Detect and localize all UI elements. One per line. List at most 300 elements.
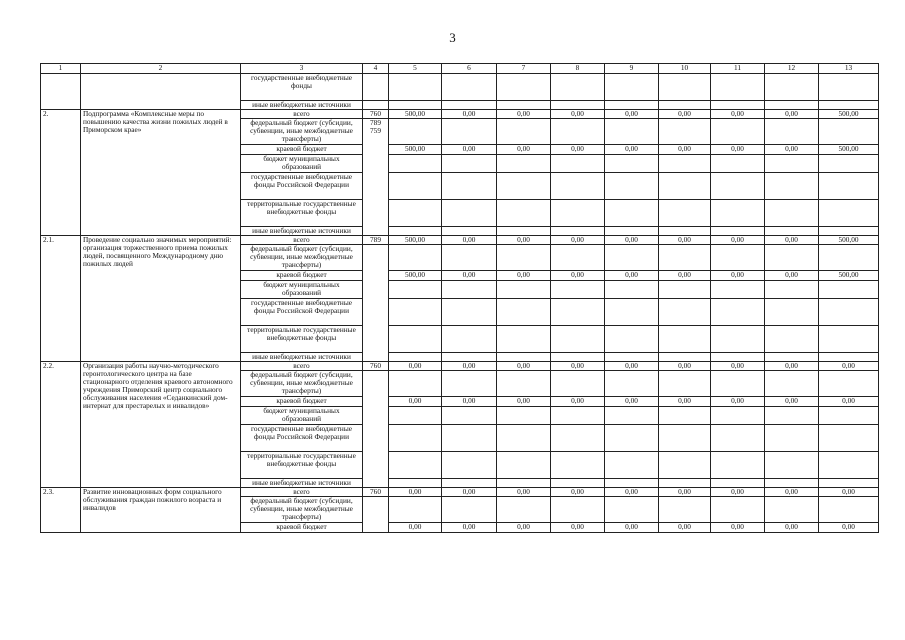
funding-source: федеральный бюджет (субсидии, субвенции, иные межбюджетные трансферты) bbox=[241, 245, 363, 271]
value-cell bbox=[442, 200, 497, 227]
value-cell bbox=[605, 425, 659, 452]
value-cell bbox=[819, 452, 879, 479]
value-cell: 0,00 bbox=[497, 236, 551, 245]
row-name: Проведение социально значимых мероприятий: организация торжественного приема пожилых людей, посвященного Международному дню пожилых людей bbox=[81, 236, 241, 362]
column-header: 3 bbox=[241, 64, 363, 74]
value-cell bbox=[819, 497, 879, 523]
value-cell bbox=[765, 452, 819, 479]
value-cell bbox=[497, 119, 551, 145]
value-cell bbox=[551, 119, 605, 145]
row-name: Развитие инновационных форм социального обслуживания граждан пожилого возраста и инвалидов bbox=[81, 488, 241, 533]
funding-source: государственные внебюджетные фонды Российской Федерации bbox=[241, 425, 363, 452]
column-header: 11 bbox=[711, 64, 765, 74]
value-cell bbox=[497, 479, 551, 488]
value-cell: 0,00 bbox=[711, 271, 765, 281]
value-cell bbox=[497, 326, 551, 353]
funding-source: всего bbox=[241, 362, 363, 371]
row-number: 2.3. bbox=[41, 488, 81, 533]
value-cell: 0,00 bbox=[551, 271, 605, 281]
funding-source: территориальные государственные внебюджетные фонды bbox=[241, 200, 363, 227]
value-cell bbox=[442, 101, 497, 110]
value-cell bbox=[497, 101, 551, 110]
value-cell bbox=[659, 227, 711, 236]
value-cell bbox=[389, 173, 442, 200]
value-cell: 0,00 bbox=[442, 488, 497, 497]
value-cell bbox=[605, 479, 659, 488]
funding-source: территориальные государственные внебюджетные фонды bbox=[241, 452, 363, 479]
value-cell bbox=[497, 227, 551, 236]
value-cell: 0,00 bbox=[389, 362, 442, 371]
value-cell bbox=[659, 299, 711, 326]
value-cell: 0,00 bbox=[497, 397, 551, 407]
value-cell: 0,00 bbox=[497, 362, 551, 371]
value-cell: 0,00 bbox=[711, 523, 765, 533]
value-cell: 0,00 bbox=[389, 488, 442, 497]
value-cell: 0,00 bbox=[442, 523, 497, 533]
funding-source: федеральный бюджет (субсидии, субвенции, иные межбюджетные трансферты) bbox=[241, 371, 363, 397]
value-cell bbox=[765, 245, 819, 271]
value-cell bbox=[765, 227, 819, 236]
value-cell: 500,00 bbox=[819, 236, 879, 245]
funding-source: всего bbox=[241, 236, 363, 245]
column-header: 1 bbox=[41, 64, 81, 74]
value-cell bbox=[605, 371, 659, 397]
value-cell bbox=[711, 326, 765, 353]
value-cell: 0,00 bbox=[551, 110, 605, 119]
value-cell: 0,00 bbox=[442, 145, 497, 155]
value-cell bbox=[442, 479, 497, 488]
column-header: 7 bbox=[497, 64, 551, 74]
column-header: 9 bbox=[605, 64, 659, 74]
value-cell: 0,00 bbox=[551, 397, 605, 407]
funding-source: иные внебюджетные источники bbox=[241, 101, 363, 110]
value-cell: 0,00 bbox=[819, 362, 879, 371]
value-cell bbox=[551, 371, 605, 397]
value-cell: 0,00 bbox=[551, 523, 605, 533]
value-cell: 0,00 bbox=[659, 271, 711, 281]
value-cell: 0,00 bbox=[551, 145, 605, 155]
value-cell bbox=[551, 173, 605, 200]
value-cell bbox=[442, 353, 497, 362]
value-cell bbox=[765, 173, 819, 200]
row-name: Организация работы научно-методического геронтологического центра на базе стационарного отделения краевого автономного учреждения Приморский центр социального обслуживания населения «Седанкинский дом-интернат для престарелых и инвалидов» bbox=[81, 362, 241, 488]
budget-code bbox=[363, 245, 389, 362]
funding-source: иные внебюджетные источники bbox=[241, 479, 363, 488]
value-cell: 0,00 bbox=[389, 397, 442, 407]
value-cell bbox=[659, 173, 711, 200]
value-cell: 500,00 bbox=[819, 145, 879, 155]
value-cell: 0,00 bbox=[765, 488, 819, 497]
funding-source: государственные внебюджетные фонды Российской Федерации bbox=[241, 173, 363, 200]
value-cell bbox=[711, 74, 765, 101]
value-cell bbox=[605, 101, 659, 110]
value-cell bbox=[765, 326, 819, 353]
value-cell bbox=[659, 326, 711, 353]
value-cell: 0,00 bbox=[765, 236, 819, 245]
value-cell bbox=[389, 200, 442, 227]
value-cell: 0,00 bbox=[765, 362, 819, 371]
value-cell: 0,00 bbox=[551, 488, 605, 497]
value-cell: 0,00 bbox=[711, 145, 765, 155]
row-number: 2.1. bbox=[41, 236, 81, 362]
value-cell: 0,00 bbox=[605, 110, 659, 119]
code-cell bbox=[363, 74, 389, 101]
value-cell bbox=[605, 155, 659, 173]
value-cell: 0,00 bbox=[442, 271, 497, 281]
value-cell bbox=[765, 155, 819, 173]
value-cell bbox=[819, 101, 879, 110]
value-cell bbox=[819, 299, 879, 326]
value-cell bbox=[765, 407, 819, 425]
value-cell bbox=[605, 200, 659, 227]
funding-source: государственные внебюджетные фонды bbox=[241, 74, 363, 101]
funding-source: всего bbox=[241, 110, 363, 119]
code-cell bbox=[363, 101, 389, 110]
value-cell bbox=[497, 173, 551, 200]
value-cell bbox=[497, 452, 551, 479]
value-cell bbox=[765, 497, 819, 523]
value-cell bbox=[765, 371, 819, 397]
budget-table bbox=[40, 63, 879, 533]
value-cell bbox=[711, 173, 765, 200]
value-cell bbox=[765, 200, 819, 227]
funding-source: краевой бюджет bbox=[241, 523, 363, 533]
value-cell: 0,00 bbox=[605, 236, 659, 245]
budget-code bbox=[363, 371, 389, 488]
value-cell bbox=[605, 74, 659, 101]
value-cell: 0,00 bbox=[442, 110, 497, 119]
value-cell bbox=[605, 173, 659, 200]
value-cell: 0,00 bbox=[497, 488, 551, 497]
value-cell bbox=[389, 479, 442, 488]
value-cell bbox=[765, 281, 819, 299]
value-cell: 0,00 bbox=[659, 110, 711, 119]
value-cell bbox=[605, 452, 659, 479]
value-cell bbox=[659, 452, 711, 479]
value-cell bbox=[551, 155, 605, 173]
funding-source: краевой бюджет bbox=[241, 145, 363, 155]
value-cell bbox=[497, 425, 551, 452]
value-cell bbox=[711, 227, 765, 236]
row-name-cell bbox=[81, 74, 241, 110]
funding-source: бюджет муниципальных образований bbox=[241, 155, 363, 173]
value-cell: 0,00 bbox=[497, 271, 551, 281]
value-cell bbox=[389, 245, 442, 271]
funding-source: краевой бюджет bbox=[241, 271, 363, 281]
value-cell bbox=[389, 227, 442, 236]
value-cell bbox=[711, 101, 765, 110]
value-cell: 500,00 bbox=[819, 110, 879, 119]
value-cell: 0,00 bbox=[551, 236, 605, 245]
value-cell bbox=[659, 101, 711, 110]
value-cell bbox=[442, 452, 497, 479]
value-cell bbox=[389, 155, 442, 173]
value-cell bbox=[442, 74, 497, 101]
value-cell bbox=[497, 200, 551, 227]
value-cell bbox=[389, 407, 442, 425]
value-cell: 0,00 bbox=[765, 397, 819, 407]
value-cell bbox=[819, 74, 879, 101]
value-cell bbox=[389, 353, 442, 362]
value-cell: 0,00 bbox=[711, 362, 765, 371]
funding-source: всего bbox=[241, 488, 363, 497]
table-row bbox=[41, 362, 879, 371]
value-cell: 0,00 bbox=[659, 523, 711, 533]
value-cell bbox=[442, 281, 497, 299]
value-cell bbox=[605, 281, 659, 299]
value-cell bbox=[819, 371, 879, 397]
value-cell bbox=[819, 173, 879, 200]
value-cell: 500,00 bbox=[389, 110, 442, 119]
value-cell bbox=[551, 452, 605, 479]
table-row bbox=[41, 110, 879, 119]
value-cell bbox=[389, 281, 442, 299]
value-cell bbox=[711, 155, 765, 173]
table-row bbox=[41, 74, 879, 101]
value-cell: 0,00 bbox=[765, 271, 819, 281]
value-cell bbox=[711, 425, 765, 452]
value-cell bbox=[605, 227, 659, 236]
value-cell bbox=[819, 353, 879, 362]
budget-code: 789 bbox=[363, 236, 389, 245]
budget-code bbox=[363, 497, 389, 533]
column-header: 13 bbox=[819, 64, 879, 74]
value-cell bbox=[551, 326, 605, 353]
value-cell: 500,00 bbox=[389, 271, 442, 281]
value-cell bbox=[605, 407, 659, 425]
value-cell bbox=[659, 119, 711, 145]
row-number: 2. bbox=[41, 110, 81, 236]
value-cell bbox=[711, 497, 765, 523]
value-cell: 0,00 bbox=[765, 110, 819, 119]
value-cell bbox=[551, 425, 605, 452]
value-cell: 0,00 bbox=[497, 523, 551, 533]
value-cell bbox=[659, 155, 711, 173]
value-cell bbox=[765, 299, 819, 326]
value-cell bbox=[442, 425, 497, 452]
budget-code: 760 bbox=[363, 110, 389, 119]
value-cell: 0,00 bbox=[819, 397, 879, 407]
value-cell bbox=[711, 353, 765, 362]
value-cell bbox=[819, 200, 879, 227]
value-cell bbox=[497, 155, 551, 173]
value-cell: 0,00 bbox=[605, 523, 659, 533]
table-row bbox=[41, 488, 879, 497]
row-number-cell bbox=[41, 74, 81, 110]
value-cell bbox=[442, 299, 497, 326]
value-cell bbox=[497, 281, 551, 299]
funding-source: территориальные государственные внебюджетные фонды bbox=[241, 326, 363, 353]
value-cell bbox=[605, 299, 659, 326]
value-cell bbox=[659, 425, 711, 452]
value-cell bbox=[497, 74, 551, 101]
value-cell bbox=[659, 245, 711, 271]
value-cell bbox=[711, 200, 765, 227]
value-cell bbox=[389, 326, 442, 353]
value-cell: 500,00 bbox=[389, 236, 442, 245]
value-cell bbox=[659, 281, 711, 299]
value-cell bbox=[551, 245, 605, 271]
value-cell bbox=[442, 173, 497, 200]
value-cell: 0,00 bbox=[659, 145, 711, 155]
column-header: 5 bbox=[389, 64, 442, 74]
value-cell bbox=[442, 371, 497, 397]
value-cell bbox=[551, 497, 605, 523]
value-cell bbox=[659, 497, 711, 523]
value-cell bbox=[497, 497, 551, 523]
value-cell bbox=[551, 101, 605, 110]
column-header: 6 bbox=[442, 64, 497, 74]
value-cell: 0,00 bbox=[497, 110, 551, 119]
value-cell bbox=[659, 479, 711, 488]
value-cell: 0,00 bbox=[819, 523, 879, 533]
table-row bbox=[41, 236, 879, 245]
funding-source: краевой бюджет bbox=[241, 397, 363, 407]
value-cell bbox=[551, 281, 605, 299]
value-cell bbox=[711, 299, 765, 326]
column-header: 8 bbox=[551, 64, 605, 74]
value-cell bbox=[551, 74, 605, 101]
value-cell: 0,00 bbox=[605, 488, 659, 497]
column-header: 4 bbox=[363, 64, 389, 74]
value-cell bbox=[819, 155, 879, 173]
value-cell: 0,00 bbox=[605, 362, 659, 371]
value-cell bbox=[819, 245, 879, 271]
value-cell bbox=[497, 407, 551, 425]
value-cell bbox=[711, 452, 765, 479]
column-header: 10 bbox=[659, 64, 711, 74]
value-cell bbox=[442, 119, 497, 145]
funding-source: бюджет муниципальных образований bbox=[241, 407, 363, 425]
value-cell bbox=[442, 245, 497, 271]
value-cell: 0,00 bbox=[765, 523, 819, 533]
value-cell: 0,00 bbox=[659, 397, 711, 407]
value-cell: 0,00 bbox=[442, 236, 497, 245]
value-cell bbox=[711, 479, 765, 488]
value-cell bbox=[605, 119, 659, 145]
funding-source: иные внебюджетные источники bbox=[241, 353, 363, 362]
funding-source: бюджет муниципальных образований bbox=[241, 281, 363, 299]
column-header: 12 bbox=[765, 64, 819, 74]
budget-code: 789 759 bbox=[363, 119, 389, 236]
header-row bbox=[41, 64, 879, 74]
value-cell bbox=[551, 353, 605, 362]
value-cell bbox=[659, 371, 711, 397]
value-cell bbox=[389, 497, 442, 523]
value-cell bbox=[389, 101, 442, 110]
value-cell bbox=[551, 407, 605, 425]
funding-source: федеральный бюджет (субсидии, субвенции, иные межбюджетные трансферты) bbox=[241, 119, 363, 145]
value-cell bbox=[819, 227, 879, 236]
value-cell: 0,00 bbox=[711, 110, 765, 119]
value-cell bbox=[659, 74, 711, 101]
value-cell bbox=[605, 326, 659, 353]
value-cell bbox=[497, 353, 551, 362]
funding-source: иные внебюджетные источники bbox=[241, 227, 363, 236]
value-cell: 0,00 bbox=[605, 397, 659, 407]
value-cell bbox=[819, 479, 879, 488]
value-cell bbox=[659, 407, 711, 425]
value-cell bbox=[605, 497, 659, 523]
row-number: 2.2. bbox=[41, 362, 81, 488]
value-cell bbox=[389, 299, 442, 326]
value-cell: 0,00 bbox=[605, 145, 659, 155]
value-cell bbox=[765, 74, 819, 101]
value-cell bbox=[389, 425, 442, 452]
page-number: 3 bbox=[449, 30, 456, 45]
value-cell bbox=[605, 353, 659, 362]
value-cell bbox=[442, 497, 497, 523]
value-cell bbox=[389, 74, 442, 101]
value-cell bbox=[389, 119, 442, 145]
value-cell bbox=[765, 353, 819, 362]
value-cell bbox=[551, 479, 605, 488]
value-cell bbox=[442, 326, 497, 353]
value-cell bbox=[442, 155, 497, 173]
value-cell bbox=[497, 371, 551, 397]
value-cell bbox=[551, 299, 605, 326]
value-cell bbox=[551, 200, 605, 227]
value-cell: 0,00 bbox=[442, 397, 497, 407]
value-cell bbox=[711, 371, 765, 397]
value-cell bbox=[765, 101, 819, 110]
value-cell bbox=[819, 326, 879, 353]
value-cell bbox=[497, 299, 551, 326]
budget-code: 760 bbox=[363, 362, 389, 371]
value-cell: 0,00 bbox=[711, 236, 765, 245]
funding-source: федеральный бюджет (субсидии, субвенции, иные межбюджетные трансферты) bbox=[241, 497, 363, 523]
value-cell bbox=[551, 227, 605, 236]
value-cell bbox=[819, 281, 879, 299]
budget-code: 760 bbox=[363, 488, 389, 497]
value-cell bbox=[765, 425, 819, 452]
value-cell: 0,00 bbox=[605, 271, 659, 281]
value-cell: 0,00 bbox=[711, 488, 765, 497]
value-cell: 0,00 bbox=[765, 145, 819, 155]
value-cell bbox=[442, 407, 497, 425]
value-cell: 0,00 bbox=[497, 145, 551, 155]
value-cell: 0,00 bbox=[659, 236, 711, 245]
value-cell: 0,00 bbox=[442, 362, 497, 371]
value-cell bbox=[819, 425, 879, 452]
value-cell bbox=[497, 245, 551, 271]
value-cell: 500,00 bbox=[389, 145, 442, 155]
value-cell bbox=[765, 119, 819, 145]
value-cell: 0,00 bbox=[659, 362, 711, 371]
value-cell bbox=[711, 245, 765, 271]
funding-source: государственные внебюджетные фонды Российской Федерации bbox=[241, 299, 363, 326]
value-cell: 0,00 bbox=[659, 488, 711, 497]
value-cell bbox=[765, 479, 819, 488]
row-name: Подпрограмма «Комплексные меры по повышению качества жизни пожилых людей в Приморском крае» bbox=[81, 110, 241, 236]
column-header: 2 bbox=[81, 64, 241, 74]
value-cell: 0,00 bbox=[389, 523, 442, 533]
value-cell bbox=[819, 119, 879, 145]
value-cell bbox=[711, 407, 765, 425]
value-cell bbox=[442, 227, 497, 236]
value-cell: 500,00 bbox=[819, 271, 879, 281]
value-cell bbox=[389, 371, 442, 397]
value-cell: 0,00 bbox=[711, 397, 765, 407]
value-cell bbox=[389, 452, 442, 479]
value-cell bbox=[659, 353, 711, 362]
value-cell bbox=[711, 119, 765, 145]
value-cell bbox=[659, 200, 711, 227]
value-cell: 0,00 bbox=[551, 362, 605, 371]
value-cell: 0,00 bbox=[819, 488, 879, 497]
value-cell bbox=[819, 407, 879, 425]
value-cell bbox=[605, 245, 659, 271]
